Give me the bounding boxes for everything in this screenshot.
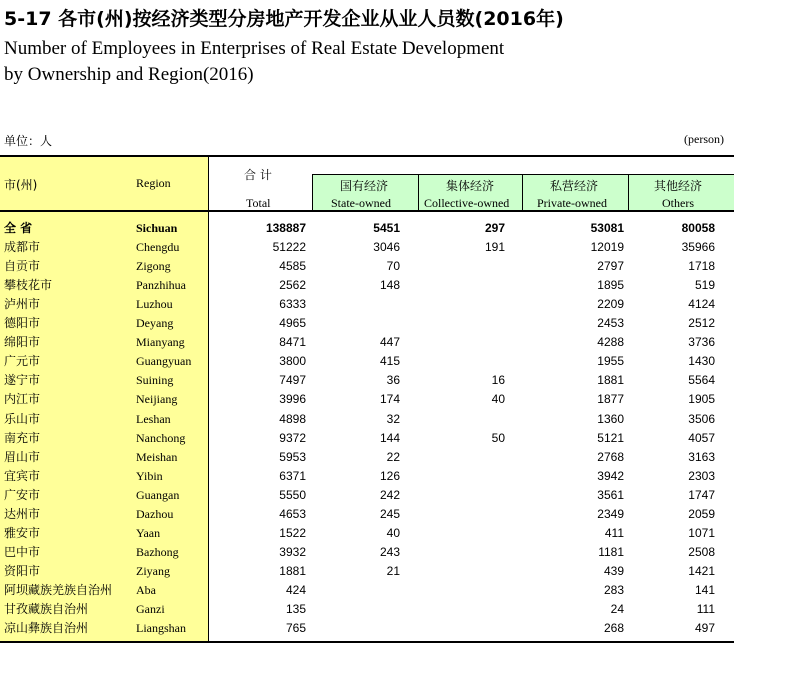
state-owned-value: 243 xyxy=(379,544,400,559)
region-name-en: Liangshan xyxy=(136,621,186,636)
unit-label-en: (person) xyxy=(684,132,724,146)
total-value: 7497 xyxy=(279,373,306,388)
region-name-en: Deyang xyxy=(136,316,174,331)
region-name-cn: 自贡市 xyxy=(4,259,41,274)
table-row xyxy=(0,486,734,505)
table-row xyxy=(0,390,734,409)
total-value: 765 xyxy=(285,621,306,636)
region-name-cn: 广安市 xyxy=(4,487,41,502)
private-owned-value: 53081 xyxy=(590,221,624,235)
private-owned-value: 2453 xyxy=(597,316,624,331)
divider-private xyxy=(522,175,523,210)
total-value: 1522 xyxy=(279,525,306,540)
table-top-rule xyxy=(0,155,734,157)
others-value: 2059 xyxy=(688,506,715,521)
state-owned-value: 3046 xyxy=(373,240,400,255)
private-owned-value: 12019 xyxy=(590,240,624,255)
header-private-cn: 私营经济 xyxy=(550,179,599,193)
private-owned-value: 2797 xyxy=(597,259,624,274)
collective-owned-value xyxy=(418,314,505,333)
private-owned-value: 1895 xyxy=(597,278,624,293)
collective-owned-value xyxy=(418,295,505,314)
total-value: 8471 xyxy=(279,335,306,350)
state-owned-value: 70 xyxy=(386,259,400,274)
header-region-cn: 市(州) xyxy=(4,178,38,192)
region-name-cn: 成都市 xyxy=(4,240,41,255)
total-value: 5953 xyxy=(279,449,306,464)
header-state-en: State-owned xyxy=(331,196,391,210)
collective-owned-value xyxy=(418,562,505,581)
region-name-cn: 全 省 xyxy=(4,221,33,235)
others-value: 80058 xyxy=(681,221,715,235)
state-owned-value: 22 xyxy=(386,449,400,464)
others-value: 3163 xyxy=(688,449,715,464)
collective-owned-value xyxy=(418,410,505,429)
region-name-en: Luzhou xyxy=(136,297,173,312)
collective-owned-value: 50 xyxy=(491,430,505,445)
region-name-cn: 遂宁市 xyxy=(4,373,41,388)
divider-collective xyxy=(418,175,419,210)
total-value: 3996 xyxy=(279,392,306,407)
table-row xyxy=(0,371,734,390)
total-value: 4653 xyxy=(279,506,306,521)
others-value: 4124 xyxy=(688,297,715,312)
private-owned-value: 2768 xyxy=(597,449,624,464)
state-owned-value: 36 xyxy=(386,373,400,388)
others-value: 519 xyxy=(694,278,715,293)
others-value: 1718 xyxy=(688,259,715,274)
header-state-cn: 国有经济 xyxy=(340,179,389,193)
region-name-en: Yaan xyxy=(136,525,161,540)
state-owned-value xyxy=(312,619,400,638)
region-name-en: Zigong xyxy=(136,259,171,274)
region-name-en: Meishan xyxy=(136,449,178,464)
table-row xyxy=(0,524,734,543)
total-value: 3932 xyxy=(279,544,306,559)
state-owned-value xyxy=(312,314,400,333)
others-value: 111 xyxy=(696,602,715,616)
region-name-en: Yibin xyxy=(136,468,163,483)
unit-label-cn: 单位：人 xyxy=(4,134,53,148)
collective-owned-value: 16 xyxy=(491,373,505,388)
others-value: 3736 xyxy=(688,335,715,350)
state-owned-value: 245 xyxy=(379,506,400,521)
state-owned-value: 21 xyxy=(386,563,400,578)
others-value: 1747 xyxy=(688,487,715,502)
table-row xyxy=(0,238,734,257)
total-value: 138887 xyxy=(265,221,306,235)
state-owned-value: 126 xyxy=(379,468,400,483)
private-owned-value: 2349 xyxy=(597,506,624,521)
total-value: 9372 xyxy=(279,430,306,445)
header-private-en: Private-owned xyxy=(537,196,607,210)
region-name-en: Leshan xyxy=(136,411,171,426)
region-name-cn: 绵阳市 xyxy=(4,335,41,350)
total-value: 2562 xyxy=(279,278,306,293)
collective-owned-value xyxy=(418,257,505,276)
region-name-cn: 巴中市 xyxy=(4,544,41,559)
others-value: 2508 xyxy=(688,544,715,559)
table-row xyxy=(0,619,734,638)
table-row-total xyxy=(0,219,734,238)
region-name-cn: 眉山市 xyxy=(4,449,41,464)
others-value: 497 xyxy=(694,621,715,636)
private-owned-value: 268 xyxy=(603,621,624,636)
collective-owned-value xyxy=(418,486,505,505)
total-value: 3800 xyxy=(279,354,306,369)
region-name-cn: 内江市 xyxy=(4,392,41,407)
private-owned-value: 24 xyxy=(610,602,624,616)
region-name-en: Suining xyxy=(136,373,174,388)
region-name-en: Mianyang xyxy=(136,335,185,350)
table-row xyxy=(0,276,734,295)
total-value: 1881 xyxy=(279,563,306,578)
region-name-cn: 南充市 xyxy=(4,430,41,445)
collective-owned-value xyxy=(418,333,505,352)
table-row xyxy=(0,257,734,276)
state-owned-value: 144 xyxy=(379,430,400,445)
state-owned-value: 32 xyxy=(386,411,400,426)
page-title-en-line1: Number of Employees in Enterprises of Real Estate Development xyxy=(4,38,505,59)
region-name-en: Nanchong xyxy=(136,430,186,445)
table-bottom-rule xyxy=(0,641,734,643)
region-name-cn: 攀枝花市 xyxy=(4,278,53,293)
table-row xyxy=(0,429,734,448)
table-row xyxy=(0,448,734,467)
region-name-cn: 雅安市 xyxy=(4,525,41,540)
private-owned-value: 1360 xyxy=(597,411,624,426)
private-owned-value: 411 xyxy=(604,525,624,540)
private-owned-value: 5121 xyxy=(597,430,624,445)
region-name-cn: 德阳市 xyxy=(4,316,41,331)
others-value: 1071 xyxy=(688,525,715,540)
collective-owned-value xyxy=(418,600,505,619)
private-owned-value: 439 xyxy=(603,563,624,578)
table-row xyxy=(0,295,734,314)
private-owned-value: 1955 xyxy=(597,354,624,369)
state-owned-value xyxy=(312,600,400,619)
collective-owned-value xyxy=(418,505,505,524)
others-value: 2512 xyxy=(688,316,715,331)
table-row xyxy=(0,581,734,600)
region-name-en: Guangyuan xyxy=(136,354,192,369)
private-owned-value: 1877 xyxy=(597,392,624,407)
others-value: 2303 xyxy=(688,468,715,483)
state-owned-value xyxy=(312,295,400,314)
region-name-en: Dazhou xyxy=(136,506,174,521)
region-name-en: Ganzi xyxy=(136,602,165,616)
region-name-cn: 泸州市 xyxy=(4,297,41,312)
table-row xyxy=(0,314,734,333)
state-owned-value: 148 xyxy=(379,278,400,293)
header-collective-cn: 集体经济 xyxy=(446,179,495,193)
private-owned-value: 3561 xyxy=(597,487,624,502)
header-total-en: Total xyxy=(246,196,271,210)
divider-state xyxy=(312,175,313,210)
region-name-en: Aba xyxy=(136,582,156,597)
header-others-cn: 其他经济 xyxy=(654,179,703,193)
header-region-en: Region xyxy=(136,176,171,190)
header-collective-en: Collective-owned xyxy=(424,196,510,210)
page-title-en-line2: by Ownership and Region(2016) xyxy=(4,64,254,85)
region-name-cn: 广元市 xyxy=(4,354,41,369)
total-value: 4585 xyxy=(279,259,306,274)
total-value: 51222 xyxy=(272,240,306,255)
private-owned-value: 4288 xyxy=(597,335,624,350)
table-row xyxy=(0,467,734,486)
region-name-en: Chengdu xyxy=(136,240,180,255)
total-value: 135 xyxy=(285,602,306,616)
state-owned-value: 40 xyxy=(386,525,400,540)
private-owned-value: 1881 xyxy=(597,373,624,388)
table-row xyxy=(0,352,734,371)
total-value: 424 xyxy=(285,582,306,597)
region-name-en: Bazhong xyxy=(136,544,179,559)
region-name-cn: 凉山彝族自治州 xyxy=(4,621,89,636)
collective-owned-value xyxy=(418,524,505,543)
state-owned-value: 447 xyxy=(379,335,400,350)
region-name-cn: 阿坝藏族羌族自治州 xyxy=(4,582,113,597)
table-row xyxy=(0,333,734,352)
region-name-en: Sichuan xyxy=(136,221,178,235)
private-owned-value: 283 xyxy=(603,582,624,597)
collective-owned-value xyxy=(418,543,505,562)
table-row xyxy=(0,543,734,562)
others-value: 1430 xyxy=(688,354,715,369)
total-value: 4965 xyxy=(279,316,306,331)
table-row xyxy=(0,505,734,524)
region-name-cn: 达州市 xyxy=(4,506,41,521)
others-value: 3506 xyxy=(688,411,715,426)
collective-owned-value: 191 xyxy=(484,240,505,255)
others-value: 141 xyxy=(694,582,715,597)
state-owned-value: 5451 xyxy=(373,221,400,235)
collective-owned-value xyxy=(418,448,505,467)
collective-owned-value: 297 xyxy=(484,221,505,235)
page-title-cn: 5-17 各市(州)按经济类型分房地产开发企业从业人员数(2016年) xyxy=(4,8,564,30)
others-value: 4057 xyxy=(688,430,715,445)
table-row xyxy=(0,600,734,619)
collective-owned-value xyxy=(418,581,505,600)
region-name-en: Panzhihua xyxy=(136,278,186,293)
others-value: 1421 xyxy=(688,563,715,578)
region-name-cn: 甘孜藏族自治州 xyxy=(4,602,89,616)
header-total-cn: 合 计 xyxy=(244,168,272,182)
region-name-en: Guangan xyxy=(136,487,180,502)
others-value: 5564 xyxy=(688,373,715,388)
divider-others xyxy=(628,175,629,210)
collective-owned-value xyxy=(418,276,505,295)
collective-owned-value: 40 xyxy=(491,392,505,407)
others-value: 35966 xyxy=(681,240,715,255)
state-owned-value: 415 xyxy=(379,354,400,369)
private-owned-value: 2209 xyxy=(597,297,624,312)
region-name-cn: 资阳市 xyxy=(4,563,41,578)
state-owned-value: 174 xyxy=(379,392,400,407)
private-owned-value: 3942 xyxy=(597,468,624,483)
collective-owned-value xyxy=(418,467,505,486)
region-name-en: Ziyang xyxy=(136,563,170,578)
total-value: 4898 xyxy=(279,411,306,426)
region-name-cn: 宜宾市 xyxy=(4,468,41,483)
others-value: 1905 xyxy=(688,392,715,407)
total-value: 5550 xyxy=(279,487,306,502)
table-row xyxy=(0,562,734,581)
state-owned-value: 242 xyxy=(379,487,400,502)
subheader-top-rule xyxy=(312,174,734,175)
header-others-en: Others xyxy=(662,196,694,210)
state-owned-value xyxy=(312,581,400,600)
collective-owned-value xyxy=(418,619,505,638)
table-row xyxy=(0,410,734,429)
total-value: 6371 xyxy=(279,468,306,483)
region-name-cn: 乐山市 xyxy=(4,411,41,426)
region-name-en: Neijiang xyxy=(136,392,178,407)
total-value: 6333 xyxy=(279,297,306,312)
collective-owned-value xyxy=(418,352,505,371)
private-owned-value: 1181 xyxy=(598,544,624,559)
